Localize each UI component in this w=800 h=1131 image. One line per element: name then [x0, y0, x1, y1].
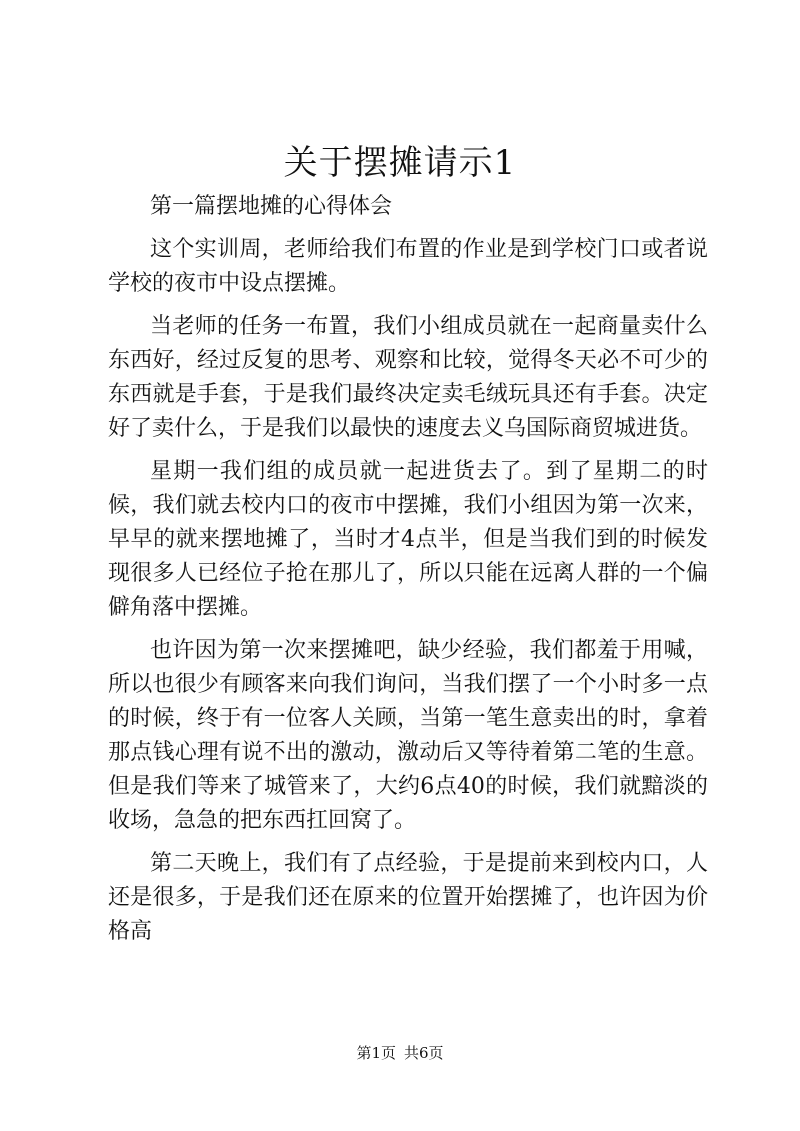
- page-total: 共6页: [404, 1044, 444, 1062]
- section-heading: 第一篇摆地摊的心得体会: [150, 194, 393, 219]
- paragraph: 星期一我们组的成员就一起进货去了。到了星期二的时候，我们就去校内口的夜市中摆摊，我们小组因为第一次来，早早的就来摆地摊了，当时才4点半，但是当我们到的时候发现很多人已经位子抢在那儿了，所以只能在远离人群的一个偏僻角落中摆摊。: [108, 459, 708, 620]
- paragraph: 当老师的任务一布置，我们小组成员就在一起商量卖什么东西好，经过反复的思考、观察和比较，觉得冬天必不可少的东西就是手套，于是我们最终决定卖毛绒玩具还有手套。决定好了卖什么，于是我们以最快的速度去义乌国际商贸城进货。: [108, 314, 708, 441]
- paragraph: 也许因为第一次来摆摊吧，缺少经验，我们都羞于用喊，所以也很少有顾客来向我们询问，当我们摆了一个小时多一点的时候，终于有一位客人关顾，当第一笔生意卖出的时，拿着那点钱心理有说不出的激动，激动后又等待着第二笔的生意。但是我们等来了城管来了，大约6点40的时候，我们就黯淡的收场，急急的把东西扛回窝了。: [108, 638, 708, 833]
- paragraph: 第二天晚上，我们有了点经验，于是提前来到校内口，人还是很多，于是我们还在原来的位置开始摆摊了，也许因为价格高: [108, 851, 708, 944]
- paragraph: 这个实训周，老师给我们布置的作业是到学校门口或者说学校的夜市中设点摆摊。: [108, 237, 708, 296]
- document-title: 关于摆摊请示1: [283, 143, 517, 183]
- page-footer: [0, 1043, 800, 1063]
- page-number: 第1页: [356, 1044, 396, 1062]
- document-body: [108, 190, 708, 958]
